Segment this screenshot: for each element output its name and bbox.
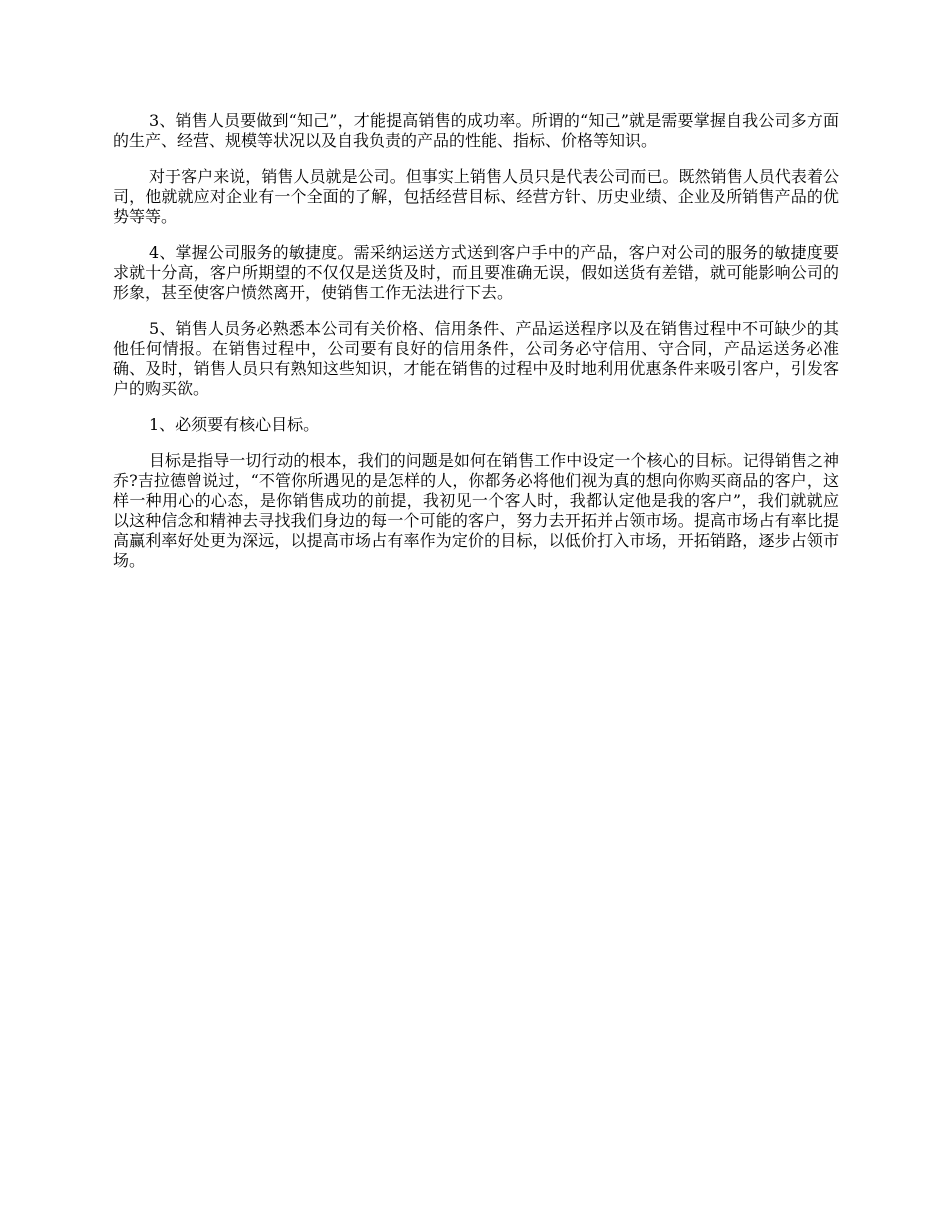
paragraph-salesperson-represents-company: 对于客户来说，销售人员就是公司。但事实上销售人员只是代表公司而已。既然销售人员代表着公司，他就就应对企业有一个全面的了解，包括经营目标、经营方针、历史业绩、企业及所销售产品的优势等等。 [113,167,839,226]
paragraph-service-agility: 4、掌握公司服务的敏捷度。需采纳运送方式送到客户手中的产品，客户对公司的服务的敏捷度要求就十分高，客户所期望的不仅仅是送货及时，而且要准确无误，假如送货有差错，就可能影响公司的形象，甚至使客户愤然离开，使销售工作无法进行下去。 [113,243,839,302]
document-body [113,111,839,587]
paragraph-core-goal-body: 目标是指导一切行动的根本，我们的问题是如何在销售工作中设定一个核心的目标。记得销售之神乔?吉拉德曾说过，“不管你所遇见的是怎样的人，你都务必将他们视为真的想向你购买商品的客户，这样一种用心的心态，是你销售成功的前提，我初见一个客人时，我都认定他是我的客户”，我们就就应以这种信念和精神去寻找我们身边的每一个可能的客户，努力去开拓并占领市场。提高市场占有率比提高赢利率好处更为深远，以提高市场占有率作为定价的目标，以低价打入市场，开拓销路，逐步占领市场。 [113,451,839,570]
paragraph-core-goal-heading: 1、必须要有核心目标。 [149,415,320,434]
paragraph-company-information: 5、销售人员务必熟悉本公司有关价格、信用条件、产品运送程序以及在销售过程中不可缺少的其他任何情报。在销售过程中，公司要有良好的信用条件，公司务必守信用、守合同，产品运送务必准确、及时，销售人员只有熟知这些知识，才能在销售的过程中及时地利用优惠条件来吸引客户，引发客户的购买欲。 [113,319,839,398]
paragraph-know-yourself: 3、销售人员要做到“知己”，才能提高销售的成功率。所谓的“知己”就是需要掌握自我公司多方面的生产、经营、规模等状况以及自我负责的产品的性能、指标、价格等知识。 [113,111,839,150]
